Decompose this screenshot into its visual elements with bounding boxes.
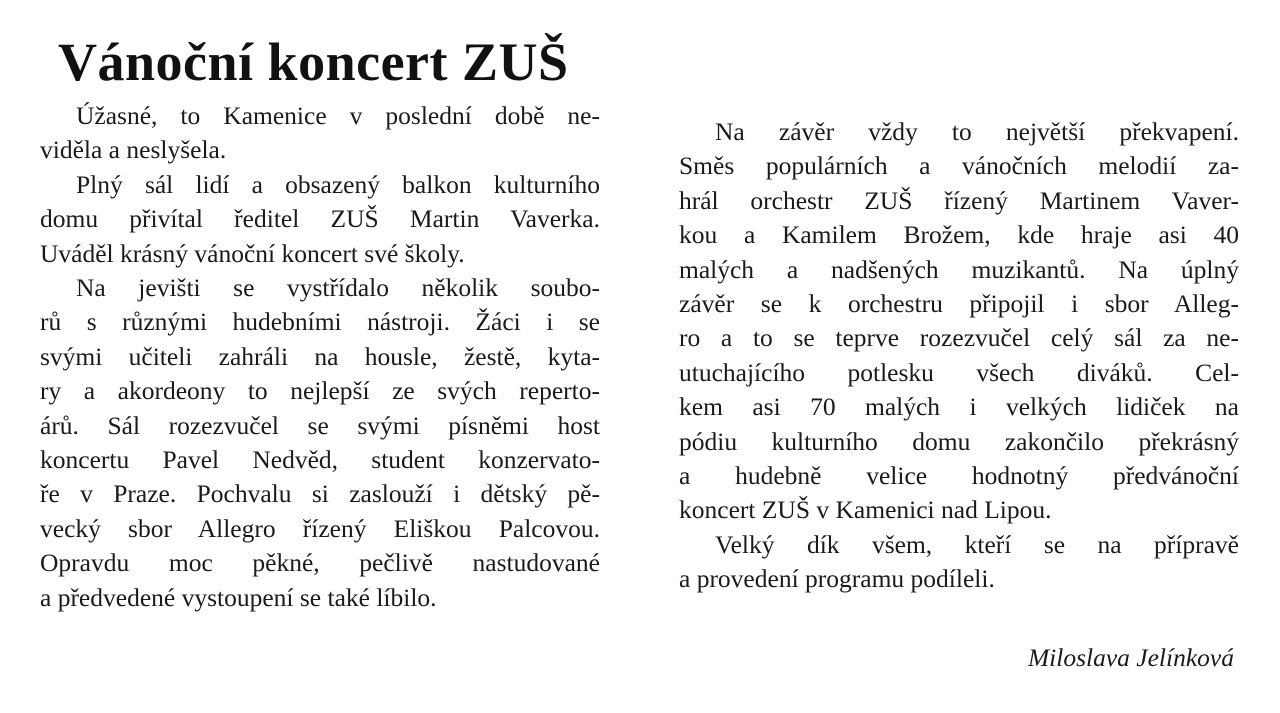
text-line: ry a akordeony to nejlepší ze svých reperto- <box>40 376 600 406</box>
text-line: vecký sbor Allegro řízený Eliškou Palcovou. <box>40 513 600 543</box>
text-line: Opravdu moc pěkné, pečlivě nastudované <box>40 548 600 578</box>
author-signature: Miloslava Jelínková <box>1027 643 1234 672</box>
text-line: kem asi 70 malých i velkých lidiček na <box>679 392 1239 422</box>
text-line: pódiu kulturního domu zakončilo překrásný <box>679 426 1239 456</box>
text-line: utuchajícího potlesku všech diváků. Cel- <box>679 357 1239 387</box>
left-column <box>40 99 600 615</box>
text-line: Na závěr vždy to největší překvapení. <box>715 117 1239 146</box>
text-line: Směs populárních a vánočních melodií za- <box>679 151 1239 181</box>
text-line: závěr se k orchestru připojil i sbor Alleg- <box>679 289 1239 319</box>
text-line: Plný sál lidí a obsazený balkon kulturního <box>76 169 600 199</box>
right-column <box>679 115 1239 597</box>
text-line: rů s různými hudebními nástroji. Žáci i se <box>40 307 600 337</box>
text-line: svými učiteli zahráli na housle, žestě, kyta- <box>40 341 600 371</box>
text-line: domu přivítal ředitel ZUŠ Martin Vaverka. <box>40 204 600 234</box>
text-line: Velký dík všem, kteří se na přípravě <box>715 529 1239 559</box>
text-line: a předvedené vystoupení se také líbilo. <box>40 582 437 612</box>
text-line: Úžasné, to Kamenice v poslední době ne- <box>76 101 600 130</box>
text-line: viděla a neslyšela. <box>40 135 227 165</box>
text-line: koncert ZUŠ v Kamenici nad Lipou. <box>679 495 1052 525</box>
text-line: a provedení programu podíleli. <box>679 564 995 594</box>
text-line: árů. Sál rozezvučel se svými písněmi host <box>40 410 600 440</box>
text-line: Na jevišti se vystřídalo několik soubo- <box>76 273 600 303</box>
text-line: ře v Praze. Pochvalu si zaslouží i dětský pě- <box>40 479 600 509</box>
article-title: Vánoční koncert ZUŠ <box>58 32 569 92</box>
text-line: hrál orchestr ZUŠ řízený Martinem Vaver- <box>679 185 1239 215</box>
text-line: koncertu Pavel Nedvěd, student konzervato- <box>40 445 600 475</box>
text-line: ro a to se teprve rozezvučel celý sál za ne- <box>679 323 1239 353</box>
text-line: Uváděl krásný vánoční koncert své školy. <box>40 238 465 268</box>
text-line: a hudebně velice hodnotný předvánoční <box>679 461 1239 491</box>
text-line: malých a nadšených muzikantů. Na úplný <box>679 254 1239 284</box>
text-line: kou a Kamilem Brožem, kde hraje asi 40 <box>679 220 1239 250</box>
